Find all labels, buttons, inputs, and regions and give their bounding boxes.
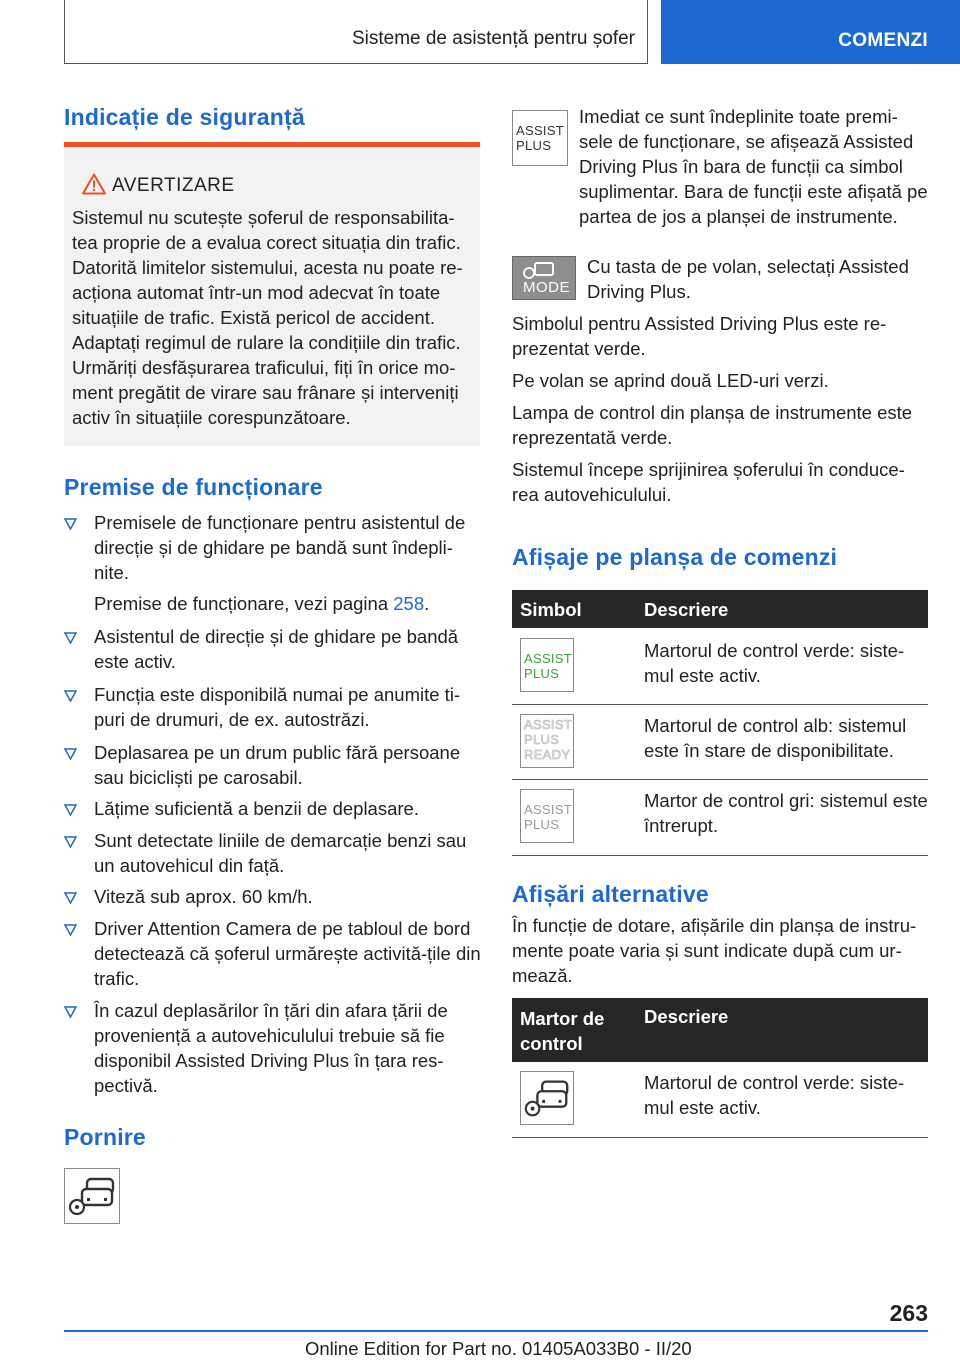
- table-header: [512, 590, 928, 628]
- column-header-description: Descriere: [644, 599, 729, 620]
- table-cell-description: Martorul de control verde: siste-mul este activ.: [644, 640, 905, 686]
- alternative-heading: Afișări alternative: [512, 881, 709, 907]
- paragraph-symbol-green: Simbolul pentru Assisted Driving Plus este re-prezentat verde.: [512, 313, 887, 359]
- list-item-text: Viteză sub aprox. 60 km/h.: [94, 886, 313, 907]
- intro-text: Imediat ce sunt îndeplinite toate premi-sele de funcționare, se afișează Assisted Driving Plus în bara de funcții ca simbol suplimentar. Bara de funcții este afișată pe partea de jos a planșei de instrumente.: [579, 106, 928, 227]
- column-header-description: Descriere: [644, 1006, 729, 1027]
- column-header-symbol: Simbol: [520, 599, 582, 620]
- table-cell-description: Martorul de control verde: siste-mul este activ.: [644, 1072, 905, 1118]
- section-title: Sisteme de asistență pentru șofer: [351, 28, 635, 49]
- row-divider: [512, 855, 928, 856]
- driving-assist-car-icon: [64, 1168, 120, 1224]
- bullet-triangle-icon: [64, 804, 77, 816]
- warning-box: [64, 142, 480, 446]
- list-item-text: Driver Attention Camera de pe tabloul de bord detectează că șoferul urmărește activită-țile din trafic.: [94, 918, 481, 989]
- list-item-text: Funcția este disponibilă numai pe anumite ti-puri de drumuri, de ex. autostrăzi.: [94, 684, 461, 730]
- row-divider: [512, 1137, 928, 1138]
- list-item-text: Sunt detectate liniile de demarcație benzi sau un autovehicul din față.: [94, 830, 467, 876]
- chapter-tab[interactable]: [661, 0, 960, 64]
- alternative-text: În funcție de dotare, afișările din planșa de instru-mente poate varia și sunt indicate după cum ur-mează.: [512, 915, 917, 986]
- mode-button-icon: MODE: [512, 256, 576, 300]
- safety-heading: Indicație de siguranță: [64, 104, 305, 130]
- table-cell-description: Martor de control gri: sistemul este întrerupt.: [644, 790, 928, 836]
- list-item-text: Deplasarea pe un drum public fără persoane sau bicicliști pe carosabil.: [94, 742, 461, 788]
- table-cell-description: Martorul de control alb: sistemul este în stare de disponibilitate.: [644, 715, 907, 761]
- bullet-triangle-icon: [64, 748, 77, 760]
- bullet-triangle-icon: [64, 518, 77, 530]
- bullet-triangle-icon: [64, 632, 77, 644]
- start-heading: Pornire: [64, 1124, 146, 1150]
- driving-assist-car-icon: [520, 1071, 574, 1125]
- bullet-triangle-icon: [64, 924, 77, 936]
- premise-reference-text: Premise de funcționare, vezi pagina 258.: [94, 593, 430, 614]
- warning-title: AVERTIZARE: [112, 175, 235, 196]
- list-item-text: Premisele de funcționare pentru asistentul de direcție și de ghidare pe bandă sunt îndepli-nite.: [94, 512, 466, 583]
- paragraph-leds: Pe volan se aprind două LED-uri verzi.: [512, 370, 829, 391]
- row-divider: [512, 779, 928, 780]
- bullet-triangle-icon: [64, 1006, 77, 1018]
- column-header-indicator: Martor de control: [520, 1008, 605, 1054]
- chapter-tab-label: COMENZI: [838, 30, 928, 51]
- bullet-triangle-icon: [64, 892, 77, 904]
- footer-divider: [64, 1330, 928, 1332]
- assist-plus-grey-icon: ASSIST PLUS: [520, 789, 574, 843]
- paragraph-system-start: Sistemul începe sprijinirea șoferului în conduce-rea autovehiculului.: [512, 459, 905, 505]
- bullet-triangle-icon: [64, 690, 77, 702]
- assist-plus-icon: ASSIST PLUS: [512, 110, 568, 166]
- mode-text: Cu tasta de pe volan, selectați Assisted Driving Plus.: [587, 256, 909, 302]
- premise-heading: Premise de funcționare: [64, 474, 323, 500]
- page-link-258[interactable]: 258: [393, 593, 425, 614]
- display-heading: Afișaje pe planșa de comenzi: [512, 544, 838, 570]
- list-item-text: Lățime suficientă a benzii de deplasare.: [94, 798, 419, 819]
- page-number: 263: [889, 1300, 928, 1326]
- warning-text: Sistemul nu scutește șoferul de responsabilita-tea proprie de a evalua corect situația din trafic. Datorită limitelor sistemului, acesta nu poate re-acționa automat într-un mod adecvat în toate situațiile de trafic. Există pericol de accident. Adaptați regimul de rulare la condițiile din trafic. Urmăriți desfășurarea traficului, fiți în orice mo-ment pregătit de virare sau frânare și interveniți activ în situațiile corespunzătoare.: [72, 207, 463, 428]
- list-item-text: În cazul deplasărilor în țări din afara țării de proveniență a autovehiculului trebuie să fie disponibil Assisted Driving Plus în țara res-pectivă.: [94, 1000, 448, 1096]
- bullet-triangle-icon: [64, 836, 77, 848]
- assist-plus-green-icon: ASSIST PLUS: [520, 638, 574, 692]
- row-divider: [512, 704, 928, 705]
- paragraph-control-lamp: Lampa de control din planșa de instrumente este reprezentată verde.: [512, 402, 913, 448]
- warning-triangle-icon: [82, 173, 106, 195]
- edition-text: Online Edition for Part no. 01405A033B0 - II/20: [305, 1338, 692, 1359]
- header-section-box: [64, 0, 648, 64]
- table-header: [512, 998, 928, 1062]
- list-item-text: Asistentul de direcție și de ghidare pe bandă este activ.: [94, 626, 459, 672]
- assist-plus-ready-white-icon: ASSIST PLUS READY: [520, 714, 574, 768]
